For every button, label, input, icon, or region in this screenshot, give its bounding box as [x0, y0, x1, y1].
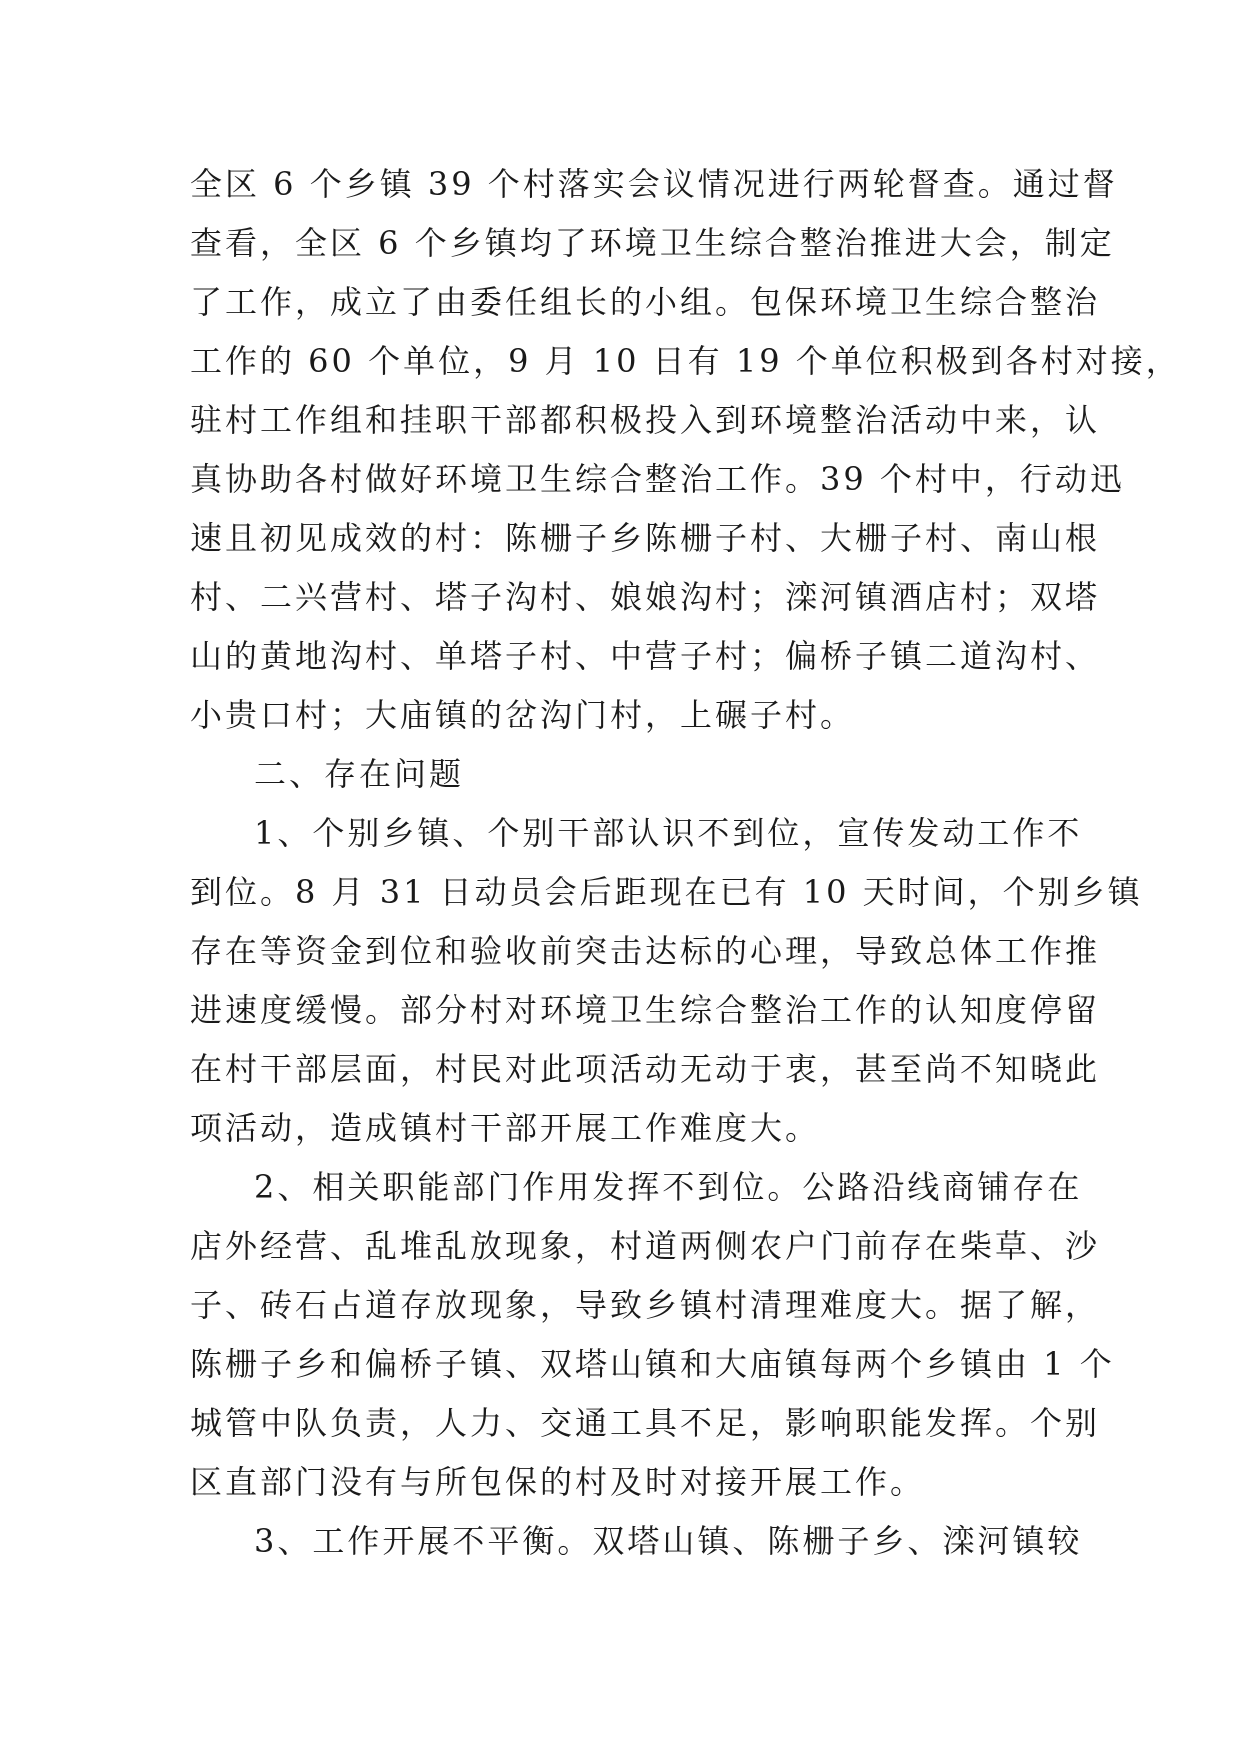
text-line: 山的黄地沟村、单塔子村、中营子村；偏桥子镇二道沟村、 [190, 637, 1101, 675]
text-line: 区直部门没有与所包保的村及时对接开展工作。 [190, 1463, 926, 1501]
text-line: 存在等资金到位和验收前突击达标的心理，导致总体工作推 [190, 932, 1101, 970]
document-body [190, 155, 1181, 1571]
section-heading: 二、存在问题 [254, 755, 465, 793]
text-line: 3、工作开展不平衡。双塔山镇、陈栅子乡、滦河镇较 [254, 1522, 1083, 1560]
text-line: 城管中队负责，人力、交通工具不足，影响职能发挥。个别 [190, 1404, 1101, 1442]
text-line: 查看，全区 6 个乡镇均了环境卫生综合整治推进大会，制定 [190, 224, 1115, 262]
text-line: 了工作，成立了由委任组长的小组。包保环境卫生综合整治 [190, 283, 1101, 321]
text-line: 子、砖石占道存放现象，导致乡镇村清理难度大。据了解， [190, 1286, 1101, 1324]
text-line: 2、相关职能部门作用发挥不到位。公路沿线商铺存在 [254, 1168, 1083, 1206]
text-line: 项活动，造成镇村干部开展工作难度大。 [190, 1109, 821, 1147]
text-line: 进速度缓慢。部分村对环境卫生综合整治工作的认知度停留 [190, 991, 1101, 1029]
text-line: 在村干部层面，村民对此项活动无动于衷，甚至尚不知晓此 [190, 1050, 1101, 1088]
text-line: 1、个别乡镇、个别干部认识不到位，宣传发动工作不 [254, 814, 1083, 852]
text-line: 小贵口村；大庙镇的岔沟门村，上碾子村。 [190, 696, 856, 734]
text-line: 速且初见成效的村：陈栅子乡陈栅子村、大栅子村、南山根 [190, 519, 1101, 557]
text-line: 村、二兴营村、塔子沟村、娘娘沟村；滦河镇酒店村；双塔 [190, 578, 1101, 616]
text-line: 工作的 60 个单位，9 月 10 日有 19 个单位积极到各村对接， [190, 342, 1181, 380]
text-line: 真协助各村做好环境卫生综合整治工作。39 个村中，行动迅 [190, 460, 1125, 498]
text-line: 全区 6 个乡镇 39 个村落实会议情况进行两轮督查。通过督 [190, 165, 1118, 203]
text-line: 驻村工作组和挂职干部都积极投入到环境整治活动中来，认 [190, 401, 1101, 439]
text-line: 陈栅子乡和偏桥子镇、双塔山镇和大庙镇每两个乡镇由 1 个 [190, 1345, 1115, 1383]
text-line: 店外经营、乱堆乱放现象，村道两侧农户门前存在柴草、沙 [190, 1227, 1101, 1265]
text-line: 到位。8 月 31 日动员会后距现在已有 10 天时间，个别乡镇 [190, 873, 1143, 911]
